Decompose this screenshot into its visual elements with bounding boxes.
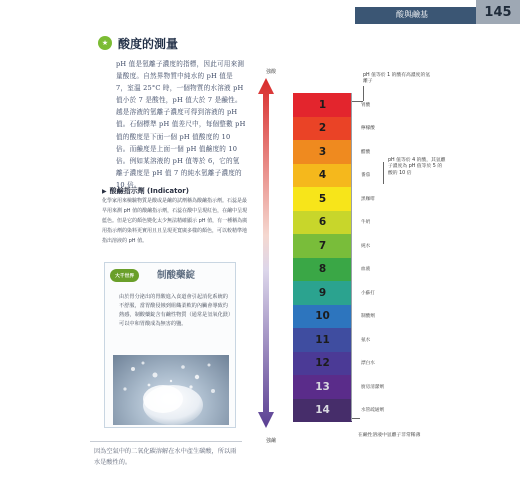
ph-level-4: 4	[293, 164, 352, 188]
ph-level-8: 8	[293, 258, 352, 282]
note-base-line	[352, 418, 360, 419]
antacid-sidebar-box	[104, 262, 236, 428]
ph-example-6: 牛奶	[361, 220, 371, 226]
indicator-heading-text: 酸鹼指示劑 (Indicator)	[109, 187, 189, 195]
box-tag: 大千世界	[110, 269, 139, 282]
ph-level-14: 14	[293, 399, 352, 423]
note-acid-line	[352, 101, 363, 102]
section-title: 酸度的測量	[118, 37, 179, 51]
note-acid-connector	[363, 86, 364, 101]
section-star-icon: ★	[98, 36, 112, 50]
ph-level-1: 1	[293, 93, 352, 117]
ph-level-5: 5	[293, 187, 352, 211]
indicator-paragraph: 化學家用來檢驗物質是酸或是鹼的試劑稱為酸鹼指示劑。石蕊是最早用來測 pH 值的酸鹼指示劑，石蕊在酸中呈現紅色，在鹼中呈現藍色。但是它的顏色變化太少無法精確顯示 pH 值，有一種稱為廣用指示劑的染料更實用且且呈現更寬廣多樣的顏色，可以較精準地指出溶液的 pH 值。	[102, 198, 248, 244]
strong-acid-label: 強酸	[266, 69, 277, 75]
ph-level-10: 10	[293, 305, 352, 329]
triangle-bullet-icon: ▶	[102, 188, 107, 195]
ph-level-7: 7	[293, 234, 352, 258]
intro-paragraph: pH 值是氫離子濃度的指標，因此可用來測量酸度。自然界物質中純水的 pH 值是 7，室溫 25°C 時，一個物質的水溶液 pH 值小於 7 是酸性，pH 值大於 7 是鹼性。越是溶液的氫離子濃度可得到溶液的 pH 值。石個標準 pH 值差尺中，每個整數 pH 值的酸度是下面一個 pH 值酸度的 10 倍。而鹼度是上面一個 pH 值鹼度的 10 倍。例如某溶液的 pH 值等於 6，它的氫離子濃度是 pH 值 7 的純水氫離子濃度的 10 倍。	[116, 60, 246, 189]
ph-example-1: 胃酸	[361, 102, 371, 108]
ph-example-12: 漂白水	[361, 361, 375, 367]
note-tenfold: pH 值等於 4 的酸，其氫離子濃度為 pH 值等於 5 的酸的 10 倍	[388, 158, 446, 176]
caption-divider	[90, 441, 242, 442]
chapter-title: 酸與鹼基	[396, 10, 428, 19]
scale-divider	[351, 93, 352, 421]
strong-base-label: 強鹼	[266, 438, 277, 444]
ph-example-14: 水管疏通劑	[361, 408, 384, 414]
effervescent-tablet-image	[113, 355, 229, 425]
ph-level-2: 2	[293, 117, 352, 141]
ph-level-6: 6	[293, 211, 352, 235]
ph-level-9: 9	[293, 281, 352, 305]
indicator-heading	[102, 186, 189, 196]
ph-level-11: 11	[293, 328, 352, 352]
ph-example-2: 檸檬酸	[361, 126, 375, 132]
ph-example-3: 醋酸	[361, 149, 371, 155]
ph-example-4: 番茄	[361, 173, 371, 179]
ph-example-13: 廚房清潔劑	[361, 384, 384, 390]
ph-example-11: 氨水	[361, 337, 371, 343]
note-acid: pH 值等於 1 的酸有高濃度的氫離子	[363, 73, 431, 85]
note-tenfold-bracket	[383, 162, 384, 184]
box-text: 由於胃分泌出的胃酸進入食道會引起消化系統的不舒服，當胃酸侵蝕到組織柔軟的內臟會導致灼熱感，制酸藥錠含有鹼性物質（通常是氫氧化鎂）可以中和胃酸成為無害的鹽。	[119, 294, 231, 327]
ph-example-5: 黑咖啡	[361, 196, 375, 202]
ph-example-8: 血液	[361, 267, 371, 273]
note-base: 在鹼性溶液中氫離子非常稀薄	[358, 433, 421, 438]
ph-level-13: 13	[293, 375, 352, 399]
page-header	[0, 0, 520, 26]
ph-example-9: 小蘇打	[361, 290, 375, 296]
ph-example-7: 純水	[361, 243, 371, 249]
acid-base-arrow	[258, 78, 274, 428]
ph-scale	[293, 93, 352, 422]
ph-level-12: 12	[293, 352, 352, 376]
box-title: 制酸藥錠	[157, 270, 196, 281]
figure-caption: 因為空氣中的二氧化碳溶解在水中產生碳酸，所以雨水是酸性的。	[94, 448, 237, 466]
ph-level-3: 3	[293, 140, 352, 164]
page-number: 145	[476, 0, 520, 24]
ph-example-10: 制酸劑	[361, 314, 375, 320]
